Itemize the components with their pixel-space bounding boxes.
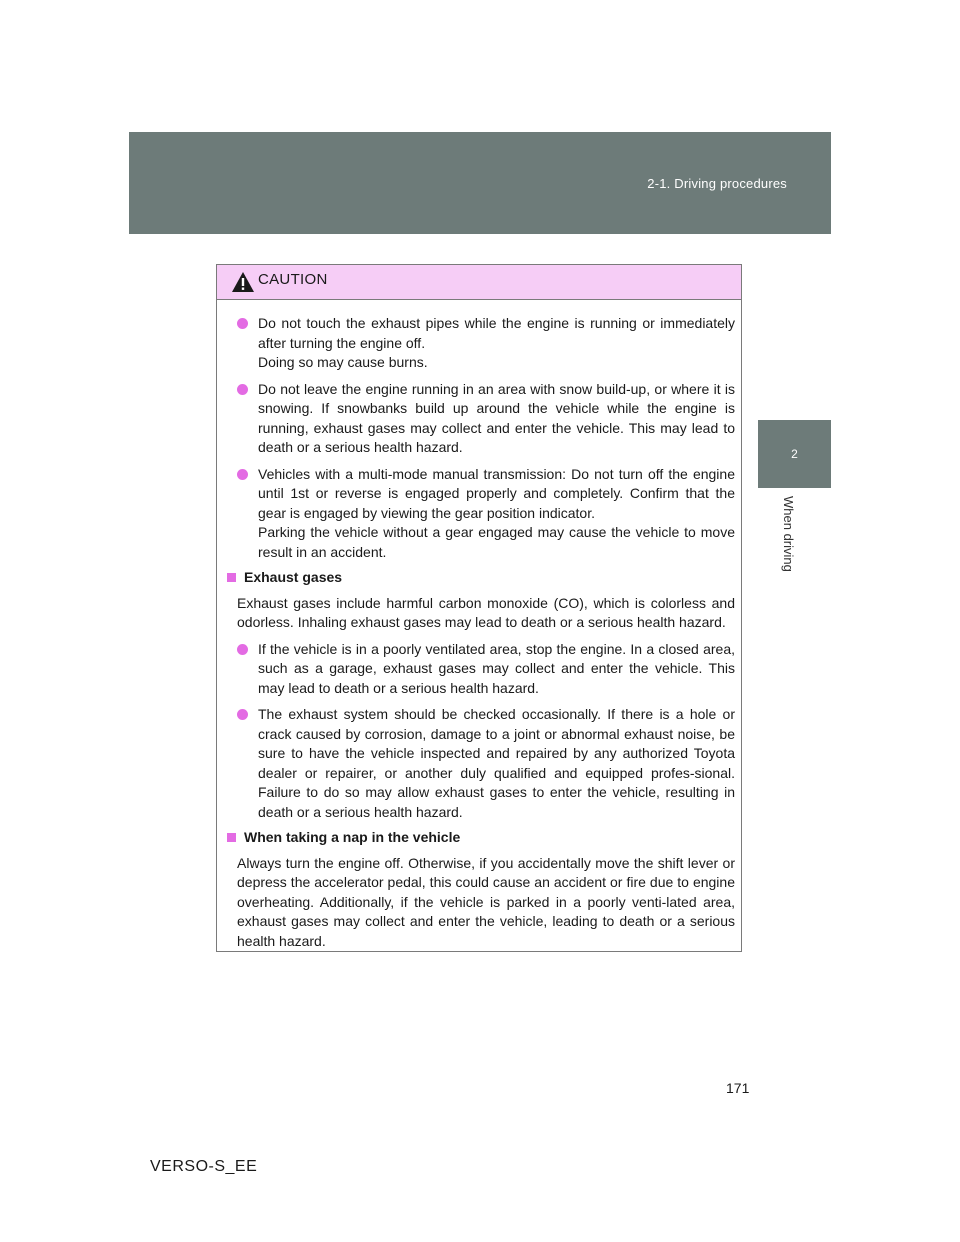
caution-header — [217, 265, 741, 300]
caution-title: CAUTION — [258, 271, 328, 288]
chapter-tab — [758, 420, 831, 488]
caution-box — [216, 264, 742, 952]
caution-item — [237, 380, 735, 458]
bullet-dot-icon — [237, 709, 248, 720]
caution-item-text: Do not touch the exhaust pipes while the engine is running or immediately after turning the engine off. — [258, 315, 735, 351]
section-heading-text: Exhaust gases — [244, 569, 343, 585]
section-heading-text: When taking a nap in the vehicle — [244, 829, 461, 845]
bullet-dot-icon — [237, 384, 248, 395]
caution-item — [237, 465, 735, 563]
header-band — [129, 132, 831, 234]
section-title: 2-1. Driving procedures — [647, 176, 787, 191]
warning-triangle-icon — [231, 271, 255, 293]
bullet-dot-icon — [237, 318, 248, 329]
section-paragraph: Exhaust gases include harmful carbon monoxide (CO), which is colorless and odorless. Inhaling exhaust gases may lead to death or a serious health hazard. — [237, 594, 735, 630]
caution-item-text: Doing so may cause burns. — [258, 354, 428, 370]
chapter-side-label — [781, 492, 814, 592]
caution-item-text: Parking the vehicle without a gear engaged may cause the vehicle to move result in an accident. — [258, 524, 735, 560]
caution-item — [237, 314, 735, 373]
document-code: VERSO-S_EE — [150, 1158, 258, 1175]
square-bullet-icon — [227, 573, 236, 582]
section-heading — [227, 828, 735, 848]
bullet-dot-icon — [237, 644, 248, 655]
bullet-dot-icon — [237, 469, 248, 480]
chapter-side-label-text: When driving — [781, 496, 796, 572]
caution-item-text: The exhaust system should be checked occasionally. If there is a hole or crack caused by corrosion, damage to a joint or abnormal exhaust noise, be sure to have the vehicle inspected and repaired by any authorized Toyota dealer or repairer, or another duly qualified and equipped profes-sional. Failure to do so may allow exhaust gases to enter the vehicle, resulting in death or a serious health hazard. — [258, 706, 735, 820]
caution-item-text: Vehicles with a multi-mode manual transmission: Do not turn off the engine until 1st or reverse is engaged properly and completely. Confirm that the gear is engaged by viewing the gear position indicator. — [258, 465, 735, 521]
caution-item-text: Do not leave the engine running in an area with snow build-up, or where it is snowing. If snowbanks build up around the vehicle while the engine is running, exhaust gases may collect and enter the vehicle. This may lead to death or a serious health hazard. — [258, 380, 735, 455]
caution-item — [237, 705, 735, 822]
caution-item — [237, 640, 735, 699]
chapter-number: 2 — [791, 447, 798, 461]
caution-content — [217, 299, 741, 951]
caution-item-text: If the vehicle is in a poorly ventilated area, stop the engine. In a closed area, such as a garage, exhaust gases may collect and enter the vehicle. This may lead to death or a serious health hazard. — [258, 640, 735, 696]
square-bullet-icon — [227, 833, 236, 842]
page-number: 171 — [726, 1080, 750, 1096]
section-paragraph: Always turn the engine off. Otherwise, if you accidentally move the shift lever or depress the accelerator pedal, this could cause an accident or fire due to engine overheating. Additionally, if the vehicle is parked in a poorly venti-lated area, exhaust gases may collect and enter the vehicle, leading to death or a serious health hazard. — [237, 854, 735, 949]
section-heading — [227, 568, 735, 588]
